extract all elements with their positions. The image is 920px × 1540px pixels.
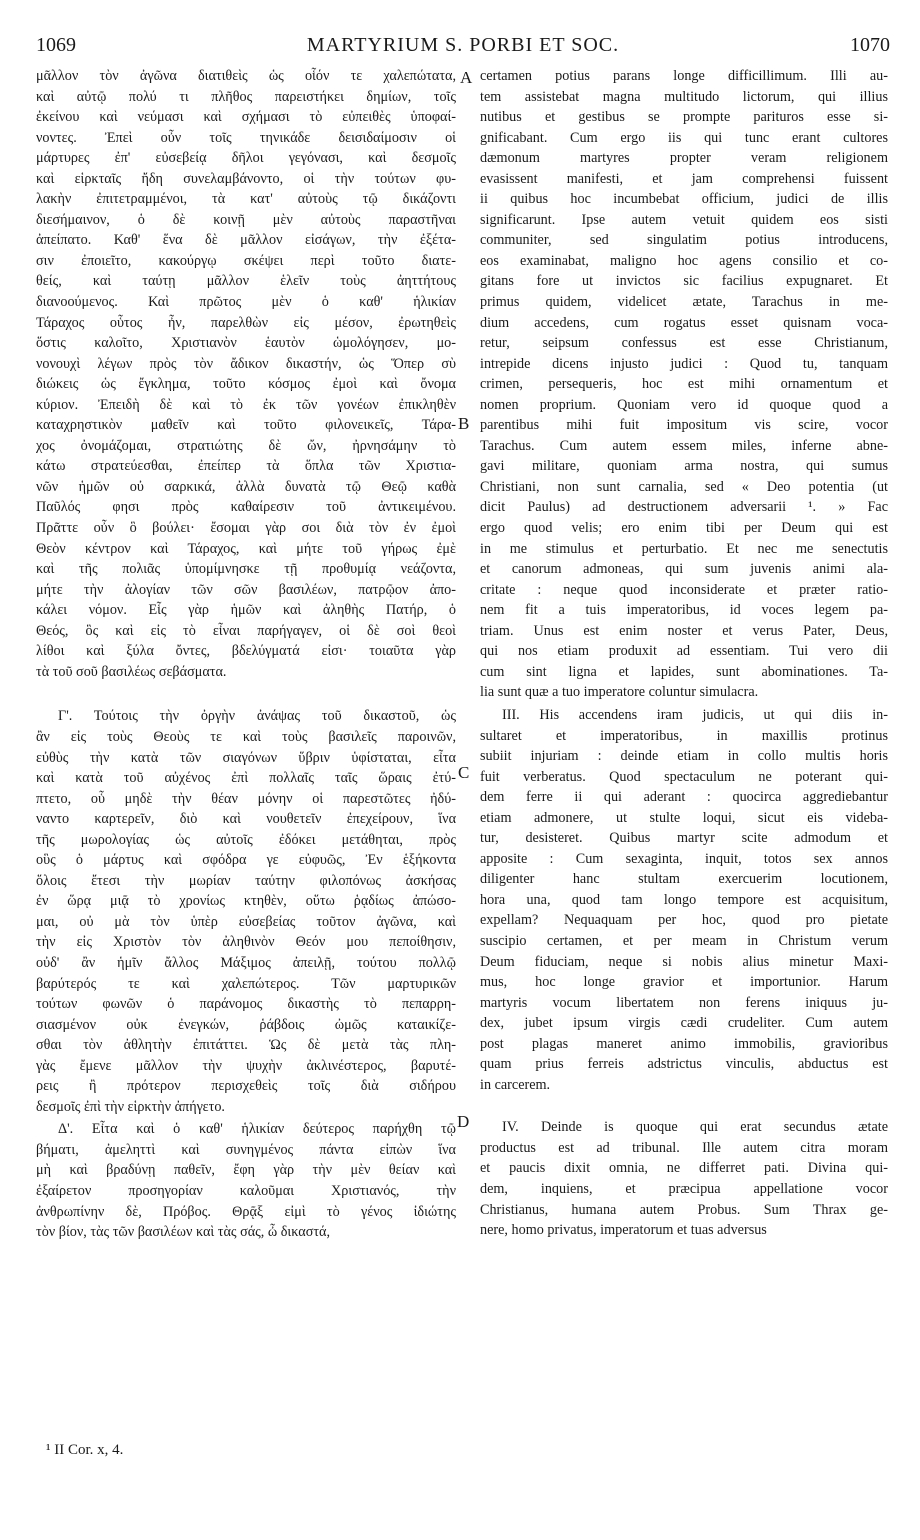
- text-line: dicit Paulus) ad destructionem adversarii ¹. » Fac: [480, 499, 888, 516]
- text-line: apposite : Cum sexaginta, inquit, totos sex annos: [480, 850, 888, 867]
- latin-column: [480, 66, 888, 1241]
- text-line: nere, homo privatus, imperatorum et tuas adversus: [480, 1222, 767, 1239]
- running-title: MARTYRIUM S. PORBI ET SOC.: [306, 34, 620, 56]
- text-line: τῆς μωρολογίας ὡς αὐτοῖς ἐδόκει μετάθηται, πρὸς: [36, 831, 456, 848]
- text-line: nomen proprium. Quoniam vero id quoque quod a: [480, 396, 888, 413]
- text-line: λακὴν ἐπιτετραμμένοι, τὰ κατ' αὐτοὺς τῷ δικάζοντι: [36, 191, 456, 208]
- text-line: νονουχὶ λέγων πρὸς τὸν ἄδικον δικαστήν, ὡς Ὅπερ σὺ: [36, 355, 456, 372]
- text-line: ἂν εἰς τοὺς Θεοὺς τε καὶ τοὺς βασιλεῖς παροινῶν,: [36, 728, 456, 745]
- text-line: Christiani, non sunt carnalia, sed « Deo potentia (ut: [480, 478, 888, 495]
- text-line: productus est ad tribunal. Ille autem citra moram: [480, 1139, 888, 1156]
- text-line: ὅστις καλοῖτο, Χριστιανὸν ἑαυτὸν ὡμολόγησεν, μο-: [36, 335, 456, 352]
- text-line: θείς, καὶ ταύτῃ μᾶλλον ἑλεῖν τοὺς ἀηττήτους: [36, 273, 456, 290]
- text-line: Τάραχος οὗτος ἦν, παρελθὼν εἰς μέσον, ἐρωτηθεὶς: [36, 314, 456, 331]
- text-line: μάρτυρες ἐπ' εὐσεβείᾳ δῆλοι γεγόνασι, καὶ δεσμοῖς: [36, 150, 456, 167]
- text-line: Παῦλός φησι πρὸς καθαίρεσιν τοῦ ἀντικειμένου.: [36, 499, 456, 516]
- text-line: οὐδ' ἂν ἡμῖν ἄλλος Μάξιμος ἀπειλῇ, τούτου πολλῷ: [36, 954, 456, 971]
- text-line: fuit verberatus. Quod spectaculum ne poterant qui-: [480, 768, 888, 785]
- page-number-left: 1069: [36, 34, 76, 56]
- text-line: tem assistebat magna multitudo lictorum, qui illius: [480, 88, 888, 105]
- text-line: σθαι τὸν ἀθλητὴν ἐπιτάττει. Ὡς δὲ μετὰ τὰς πλη-: [36, 1037, 456, 1054]
- text-line: etiam admonere, ut stulte loqui, sicut eis videba-: [480, 809, 888, 826]
- text-line: in carcerem.: [480, 1076, 551, 1093]
- text-line: in me stimulus et perturbatio. Et nec me senectutis: [480, 540, 888, 557]
- text-line: Θεός, ὃς καὶ εἰς τὸ εἶναι παρήγαγεν, οἱ δὲ σοὶ θεοὶ: [36, 622, 456, 639]
- text-line: nutibus et gestibus se prompte parituros esse si-: [480, 109, 888, 126]
- text-line: qui nos etiam produxit ad essentiam. Tui vero dii: [480, 643, 888, 660]
- text-line: ἀπείπατο. Καθ' ἕνα δὲ μᾶλλον εἰσάγων, τὴν ἐξέτα-: [36, 232, 456, 249]
- text-line: gnificabant. Cum ergo iis qui tunc erant cultores: [480, 129, 888, 146]
- text-line: καὶ τῆς πολιᾶς ὑπομίμνησκε τῇ προθυμίᾳ νεάζοντα,: [36, 561, 456, 578]
- text-line: et canorum admoneas, qui sum juvenis animi ala-: [480, 561, 888, 578]
- text-line: gitans fore ut invictos sic facilius expugnaret. Et: [480, 273, 888, 290]
- text-line: ἐκείνου καὶ νεύμασι καὶ σχήμασι τὸ εὐπειθὲς ὑποφαί-: [36, 109, 456, 126]
- margin-marker-b: B: [458, 414, 470, 433]
- text-line: τὴν εἰς Χριστὸν τὸν ἀληθινὸν Θεόν μου πεποίθησιν,: [36, 934, 456, 951]
- text-line: dium accedens, cum rogatus esset quisnam voca-: [480, 314, 888, 331]
- text-line: νοντες. Ἐπεὶ οὖν τοῖς τηνικάδε δεισιδαίμοσιν οἱ: [36, 129, 456, 146]
- text-line: martyris vocum libertatem non ferens iniquus ju-: [480, 994, 888, 1011]
- text-line: retur, seipsum confessus est esse Christianum,: [480, 335, 888, 352]
- text-line: μὴ καὶ βραδύνῃ παθεῖν, ἔφη γὰρ τὴν μὲν θείαν καὶ: [36, 1162, 456, 1179]
- text-line: νῶν ἡμῶν οὐ σαρκικά, ἀλλὰ δυνατὰ τῷ Θεῷ καθὰ: [36, 478, 456, 495]
- text-line: IV. Deinde is quoque qui erat secundus ætate: [502, 1119, 888, 1136]
- text-line: Θεὸν κέντρον καὶ Τάραχος, καὶ μήτε τοῦ γήρως ἐμὲ: [36, 540, 456, 557]
- text-line: significarunt. Ipse autem vetuit quidem eos sisti: [480, 211, 888, 228]
- text-line: critate : neque quod inconsiderate et præter ratio-: [480, 581, 888, 598]
- text-line: dæmonum martyres propter veram religionem: [480, 150, 888, 167]
- text-line: lia sunt quæ a tuo imperatore coluntur simulacra.: [480, 684, 759, 701]
- text-line: λίθοι καὶ ξύλα ὄντες, βδελύγματά εἰσι· τοιαῦτα γὰρ: [36, 643, 456, 660]
- text-line: triam. Unus est enim noster et verus Pater, Deus,: [480, 622, 888, 639]
- text-line: σιασμένον οὐκ ἐνεγκών, ῥάβδοις ὠμῶς καταικίζε-: [36, 1016, 456, 1033]
- text-line: τὰ τοῦ σοῦ βασιλέως σεβάσματα.: [36, 663, 227, 680]
- paragraph-gap: [36, 682, 456, 706]
- text-line: suscipio certamen, et per meam in Christum verum: [480, 932, 888, 949]
- text-line: sultaret et imperatoribus, in maxillis protinus: [480, 727, 888, 744]
- text-line: χος ὀνομάζομαι, στρατιώτης δὲ ὤν, ἠρνησάμην τὸ: [36, 437, 456, 454]
- text-line: δεσμοῖς ἐπὶ τὴν εἱρκτὴν ἀπήγετο.: [36, 1098, 225, 1115]
- text-line: Tarachus. Cum autem essem miles, inferne abne-: [480, 437, 888, 454]
- text-line: primus quidem, videlicet ætate, Tarachus in me-: [480, 294, 888, 311]
- text-line: καὶ αὐτῷ πολύ τι πλῆθος παρειστήκει δημίων, τοῖς: [36, 88, 456, 105]
- page-number-right: 1070: [850, 34, 890, 56]
- text-line: evasissent manifesti, et jam comprehensi fuissent: [480, 170, 888, 187]
- text-line: quam prius ferreis adstrictus vinculis, abductus est: [480, 1056, 888, 1073]
- text-line: Christianus, humana autem Probus. Sum Thrax ge-: [480, 1201, 888, 1218]
- text-line: γὰς ἔμενε μᾶλλον τὴν ψυχὴν ἀκλινέστερος, βαρυτέ-: [36, 1057, 456, 1074]
- text-line: διώκεις ὡς ἔγκλημα, τοῦτο κόσμος ἐμοὶ καὶ ὄνομα: [36, 376, 456, 393]
- text-line: Πρᾶττε οὖν ὃ βούλει· ἔσομαι γὰρ σοι διὰ τὸν ἐν ἐμοὶ: [36, 520, 456, 537]
- text-line: μήτε τὴν ἀλογίαν τῶν σῶν βασιλέων, πατρῷον ἀπο-: [36, 581, 456, 598]
- paragraph-gap: [480, 1095, 888, 1117]
- text-line: εὐθὺς τὴν κατὰ τῶν σιαγόνων ὕβριν ὑφίσταται, εἶτα: [36, 749, 456, 766]
- margin-marker-a: A: [460, 68, 473, 87]
- text-line: post plagas maneret animo immobilis, gravioribus: [480, 1035, 888, 1052]
- text-line: οὓς ὁ μάρτυς καὶ σφόδρα γε εὐφυῶς, Ἐν ἑξήκοντα: [36, 852, 456, 869]
- text-line: τὸν βίον, τὰς τῶν βασιλέων καὶ τὰς σάς, ὦ δικαστά,: [36, 1224, 331, 1241]
- text-line: dem ferre ii qui aderant : quocirca aggrediebantur: [480, 789, 888, 806]
- text-line: καὶ κατὰ τοῦ αὐχένος ἐπὶ πολλαῖς ταῖς ὥραις ἐτύ-: [36, 770, 456, 787]
- text-line: subiit injuriam : deinde etiam in collo multis horis: [480, 748, 888, 765]
- text-line: βαρύτερός τε καὶ χαλεπώτερος. Τῶν μαρτυρικῶν: [36, 975, 456, 992]
- text-line: ἀνθρωπίνην δὲ, Πρόβος. Θρᾷξ εἰμὶ τὸ γένος ἰδιώτης: [36, 1203, 456, 1220]
- text-line: communiter, sed singulatim potius introducens,: [480, 232, 888, 249]
- text-line: πτετο, οὗ μηδὲ τὴν θέαν μόνην οἱ παρεστῶτες ἠδύ-: [36, 790, 456, 807]
- text-line: καταχρηστικὸν μαθεῖν καὶ τοῦτο φιλονεικεῖς, Τάρα-: [36, 417, 456, 434]
- text-line: ὅλοις ἔτεσι τὴν μωρίαν ταύτην φιλοπόνως ἀσκήσας: [36, 872, 456, 889]
- text-line: Δ'. Εἶτα καὶ ὁ καθ' ἡλικίαν δεύτερος παρήχθη τῷ: [58, 1121, 456, 1138]
- text-line: Γ'. Τούτοις τὴν ὀργὴν ἀνάψας τοῦ δικαστοῦ, ὡς: [58, 708, 456, 725]
- text-line: nem fit a tuis imperatoribus, id voces legem pa-: [480, 602, 888, 619]
- text-line: dem, inquiens, et præcipua appellatione vocor: [480, 1180, 888, 1197]
- text-line: ii quibus hoc incumbebat officium, judici de illis: [480, 191, 888, 208]
- text-line: et paucis dixit omnia, ne differret pati. Divina qui-: [480, 1160, 888, 1177]
- text-line: σιν ἐποιεῖτο, κακούργῳ σκέψει περὶ τοῦτο διατε-: [36, 252, 456, 269]
- text-line: hora una, quod tam longo tempore est acquisitum,: [480, 891, 888, 908]
- text-line: certamen potius parans longe difficillimum. Illi au-: [480, 68, 888, 84]
- text-line: διανοούμενος. Καὶ πρῶτος μὲν ὁ καθ' ἡλικίαν: [36, 294, 456, 311]
- text-line: Deum fiduciam, neque si nobis alius minetur Maxi-: [480, 953, 888, 970]
- text-line: ergo quod velis; ero enim tibi per Deum qui est: [480, 520, 888, 537]
- page-header: [36, 30, 890, 64]
- text-line: καὶ εἱρκταῖς ἤδη συνελαμβάνοντο, οἱ τὴν τούτων φυ-: [36, 170, 456, 187]
- footnote: ¹ II Cor. x, 4.: [46, 1442, 124, 1458]
- text-line: μαι, οὐ μὰ τὸν ὑπὲρ εὐσεβείας τοῦτον ἀγῶνα, καὶ: [36, 913, 456, 930]
- margin-marker-c: C: [458, 763, 470, 782]
- text-line: parentibus mihi fuit impositum vis scire, vocor: [480, 417, 888, 434]
- text-line: mus, hoc longe gravior et importunior. Harum: [480, 974, 888, 991]
- text-line: expellam? Nequaquam per hoc, quod pro pietate: [480, 912, 888, 929]
- text-line: III. His accendens iram judicis, ut qui diis in-: [502, 706, 888, 723]
- text-line: diligenter hanc stultam exercuerim locutionem,: [480, 871, 888, 888]
- text-line: μᾶλλον τὸν ἀγῶνα διατιθεὶς ὡς οἷόν τε χαλεπώτατα,: [36, 68, 456, 84]
- text-line: tur, desisteret. Quibus martyr scite admodum et: [480, 830, 888, 847]
- text-line: τούτων φωνῶν ὁ παράνομος δικαστὴς τὸ πεπαρρη-: [36, 996, 456, 1013]
- margin-marker-d: D: [457, 1112, 470, 1131]
- text-line: διεσήμαινον, ὁ δὲ κοινῇ μὲν αὐτοὺς παραστῆναι: [36, 211, 456, 228]
- text-line: ναντο καρτερεῖν, διὸ καὶ νουθετεῖν ἐπεχείρουν, ἵνα: [36, 811, 456, 828]
- greek-column: [36, 66, 456, 1243]
- text-line: ρεις ἢ πρότερον περισχεθεὶς τοῖς διὰ σιδήρου: [36, 1078, 456, 1095]
- text-line: ἐν ὥρᾳ μιᾷ τὸ χρονίως κτηθὲν, οὕτω ῥᾳδίως ἀπώσο-: [36, 893, 456, 910]
- text-line: κύριον. Ἐπειδὴ δὲ καὶ τὸ ἐκ τῶν γονέων ἐπικληθὲν: [36, 396, 456, 413]
- text-line: crimen, persequeris, hoc est mihi ornamentum et: [480, 376, 888, 393]
- text-line: βήματι, ἀμεληττὶ καὶ συνηγμένος πάντα εἰπὼν ἵνα: [36, 1141, 456, 1158]
- text-line: κάτω στρατεύεσθαι, ἐπείπερ τὰ ὅπλα τῶν Χριστια-: [36, 458, 456, 475]
- text-line: ἐξαίρετον προσηγορίαν καλοῦμαι Χριστιανός, τὴν: [36, 1182, 456, 1199]
- text-line: intrepide dicens injusto judici : Quod tu, tanquam: [480, 355, 888, 372]
- text-line: κάλει νόμον. Εἷς γὰρ ἡμῶν καὶ ἀληθὴς Πατήρ, ὁ: [36, 602, 456, 619]
- text-line: cum sint ligna et lapides, sunt abominationes. Ta-: [480, 663, 888, 680]
- text-line: eos examinabat, maligno hoc agens consilio et co-: [480, 252, 888, 269]
- text-line: gavi militare, quoniam arma nostra, qui sumus: [480, 458, 888, 475]
- text-line: dex, jubet ipsum virgis cædi crudeliter. Cum autem: [480, 1015, 888, 1032]
